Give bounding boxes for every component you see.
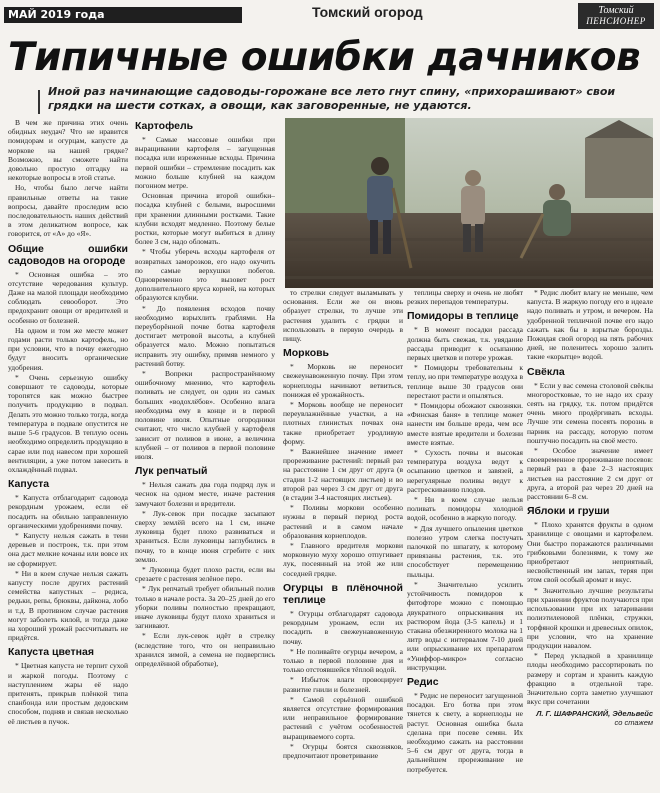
newspaper-logo xyxy=(578,3,654,29)
paragraph: * Значительно лучшие результаты при хранении фруктов получаются при использовании при их затаривании полиэтиленовой плёнки, стружки, торфяной крошки и древесных опилок, при условии, что на хранение продукции навалом. xyxy=(527,585,653,650)
logo-line1: Томский xyxy=(598,5,634,16)
paragraph: * Редис не переносит загущенной посадки. Его ботва при этом тянется к свету, а корнеплоды не растут. Основная ошибка была сделана при посеве семян. Их необходимо сажать на расстоянии 5–6 см друг от друга, тогда в дальнейшем прореживание не потребуется. xyxy=(407,690,523,774)
paragraph: * Важнейшее значение имеет прореживание растений: первый раз на расстояние 1 см друг от друга (в стадии 1-2 настоящих листьев) и во второй раз через 3 см друг от друга (в стадии 3-4 настоящих листьев). xyxy=(283,447,403,503)
col3-continuation xyxy=(283,288,403,343)
paragraph: * Луковица будет плохо расти, если вы срезаете с растения зелёное перо. xyxy=(135,564,275,584)
col1-general xyxy=(8,270,128,474)
paragraph: * Капуста отблагодарит садовода рекордным урожаем, если её посадить на обильно заправленную органическими удобрениями почву. xyxy=(8,493,128,530)
paragraph: * Главного вредителя моркови морковную муху хорошо отпугивает лук, посеянный на этой же или соседней грядке. xyxy=(283,541,403,578)
col3-carrot xyxy=(283,362,403,578)
column-1 xyxy=(8,118,128,790)
paragraph: * Ни в коем случае нельзя поливать помидоры холодной водой, особенно в жаркую погоду. xyxy=(407,495,523,523)
paragraph: * Вопреки распространённому ошибочному мнению, что картофель поливать не следует, он один из самых больших «водохлёбов». Особенно влага необходима ему в конце и в первой половине июля. Опытные огородники считают, что число клубней у картофеля зависит от поливов в июне, а величина клубней – от поливов в первой половине июля. xyxy=(135,369,275,461)
paragraph: * Огурцы отблагодарят садовода рекордным урожаем, если их посадить в свежеунавоженную почву. xyxy=(283,608,403,646)
col2-onion xyxy=(135,480,275,668)
section-rubric: Томский огород xyxy=(312,4,423,20)
col5-continuation xyxy=(527,288,653,362)
section-title-cauliflower: Капуста цветная xyxy=(8,646,94,659)
section-title-cabbage: Капуста xyxy=(8,478,50,491)
author-name: Л. Г. ШАФРАНСКИЙ, Эдельвейс xyxy=(536,709,653,719)
col4-continuation xyxy=(407,288,523,306)
paragraph: * Помидоры требовательны к теплу, но при температуре воздуха в теплице выше 30 градусов они перестают расти и опыляться. xyxy=(407,363,523,400)
paragraph: * Морковь вообще не переносит переувлажнённые участки, а на плотных глинистых почвах она также приобретает уродливую форму. xyxy=(283,400,403,446)
paragraph: * До появления всходов почву необходимо взрыхлить граблями. На переуборённой почве ботва картофеля достигает метровой высоты, а клубней образуется мало. Можно попытаться исправить эту ошибку, примяв немного у растений ботву. xyxy=(135,303,275,368)
paragraph: Но, чтобы было легче найти правильные ответы на такие вопросы, давайте проследим всю последовательность наших действий в этом деликатном вопросе, как говорится, от «А» до «Я». xyxy=(8,183,128,239)
paragraph: * Основная ошибка – это отсутствие чередования культур. Даже на малой площади необходимо соблюдать севооборот. Это предохранит овощи от вредителей и особенно от болезней. xyxy=(8,269,128,325)
paragraph: * Ни в коем случае нельзя сажать капусту после других растений семейства капустных – редиса, редьки, репы, брюквы, дайкона, лобо и т.д. В противном случае растения могут заболеть килой, и тогда даже на хороший урожай рассчитывать не придётся. xyxy=(8,568,128,643)
paragraph: * Помидоры обожают сквозняки. «Финская баня» в теплице может нанести им больше вреда, чем все вместе взятые вредители и болезни вместе взятые. xyxy=(407,401,523,447)
paragraph: В чем же причина этих очень обидных неудач? Что не нравится помидорам и огурцам, капусте да моркове на нашей грядке? Возможно, вы сможете найти довольно простую отгадку на некоторые вопросы в этой статье. xyxy=(8,118,128,183)
section-title-cucumbers: Огурцы в плёночной теплице xyxy=(283,581,403,606)
paragraph: * Самые массовые ошибки при выращивании картофеля – загущенная посадка или изреженные всходы. Причина первой ошибки – стремление посадить как можно больше клубней на каждом погонном метре. xyxy=(135,135,275,191)
author-note: со стажем xyxy=(614,718,653,728)
paragraph: * Морковь не переносит свежеунавоженную почву. При этом корнеплоды начинают ветвиться, понижая её урожайность. xyxy=(283,362,403,399)
section-title-beet: Свёкла xyxy=(527,365,565,378)
paragraph: * Огурцы боятся сквозняков, предпочитают проветривание xyxy=(283,741,403,760)
paragraph: * Капусту нельзя сажать в тени деревьев и построек, т.к. при этом она даст мелкие кочаны или вовсе их не сформирует. xyxy=(8,530,128,568)
col5-beet xyxy=(527,381,653,502)
paragraph: * Редис любит влагу не меньше, чем капуста. В жаркую погоду его в идеале надо поливать и утром, и вечером. На удобренной тепличной почве его надо сажать как бы в взрытые борозды. Пожидая свой огород на пять рабочих дней, не поленитесь хорошо залить такие «корытце» водой. xyxy=(527,288,653,362)
article-byline xyxy=(527,709,653,727)
col2-potato xyxy=(135,135,275,461)
paragraph: * Для лучшего опыления цветков полезно утром слегка постучать палочкой по шпагату, к которому привязаны растения, т.к. это способствует перемещению пыльцы. xyxy=(407,523,523,579)
paragraph: * Особое значение имеет своевременное прореживание посевов: первый раз в фазе 2–3 настоящих листьев на расстояние 2 см друг от друга, а второй раз через 20 дней на расстоянии 6–8 см. xyxy=(527,446,653,502)
paragraph: * Очень серьезную ошибку совершают те садоводы, которые торопятся как можно быстрее получить продукцию в подвал. Делать это можно только тогда, когда температура в подвале опустится не выше 5-6 градусов. В теплую осень необходимо определить продукцию в сарае или под навесом при хорошей вентиляции, а уже потом занесить в охлаждённый подвал. xyxy=(8,372,128,474)
column-3 xyxy=(283,288,403,788)
paragraph: то стрелки следует выламывать у основания. Если же он вновь образует стрелки, то лучше эти растения удалить с грядки и использовать в первую очередь в пищу. xyxy=(283,288,403,344)
col3-cucumbers xyxy=(283,609,403,760)
gardeners-photo-illustration xyxy=(285,118,653,288)
col1-intro xyxy=(8,118,128,239)
lead-marker xyxy=(38,90,40,114)
paragraph: * Цветная капуста не терпит сухой и жаркой погоды. Поэтому с наступлением жары её надо притенять, прикрыв плёнкой типа спанбонда или простым дедовским способом, подняв и связав несколько её листьев в пучок. xyxy=(8,661,128,726)
paragraph: Основная причина второй ошибки– посадка клубней с белыми, выросшими при хранении длинными ростками. Такие клубни всходят медленно. Поэтому белые ростки, которые могут выбиться в длину более 3 см, надо обломать. xyxy=(135,191,275,247)
column-2 xyxy=(135,120,275,788)
section-title-tomatoes: Помидоры в теплице xyxy=(407,310,519,323)
paragraph: * Лук репчатый требует обильный полив только в начале роста. За 20–25 дней до его уборки поливы полностью прекращают, иначе луковицы будут плохо храниться и загнивают. xyxy=(135,584,275,631)
paragraph: * Не поливайте огурцы вечером, а только в первой половине дня и только отстоявшейся тёплой водой. xyxy=(283,646,403,675)
paragraph: * Значительно усилить устойчивость помидоров к фитофторе можно с помощью двукратного опрыскивания их раствором йода (3-5 капель) и 1 стакана обезжиренного молока на 1 литр воды с интервалом 7-10 дней или опрыскивание их препаратом «Униффор-микро» согласно инструкции. xyxy=(407,579,523,672)
paragraph: * Если лук-севок идёт в стрелку (вследствие того, что он неправильно хранился зимой, а семена не подверглись определённой обработке), xyxy=(135,631,275,668)
section-title-onion: Лук репчатый xyxy=(135,465,208,478)
section-title-radish: Редис xyxy=(407,675,439,688)
column-4 xyxy=(407,288,523,788)
section-title-carrot: Морковь xyxy=(283,347,330,360)
paragraph: * Избыток влаги провоцирует развитие гнили и болезней. xyxy=(283,675,403,694)
paragraph: На одном и том же месте может годами расти только картофель, но при условии, что в почву ежегодно будут вносить органические удобрения. xyxy=(8,325,128,372)
col4-radish xyxy=(407,691,523,774)
paragraph: * Нельзя сажать два года подряд лук и чеснок на одном месте, иначе растения замучают болезни и вредители. xyxy=(135,480,275,508)
paragraph: * В момент посадки рассада должна быть свежая, т.к. увядание рассады приводит к осыпанию первых цветков и потере урожая. xyxy=(407,325,523,363)
paragraph: * Сухость почвы и высокая температура воздуха ведут к осыпанию цветков и завязей, а нерегулярные поливы ведут к растрескиванию плодов. xyxy=(407,448,523,494)
paragraph: * Чтобы уберечь всходы картофеля от возвратных заморозков, его надо окучить по самые верхушки побегов. Одновременно это вызовет рост дополнительного яруса корней, на которых образуются клубни. xyxy=(135,247,275,303)
paragraph: * Перед укладкой в хранилище плоды необходимо рассортировать по размеру и сортам и хранить каждую фракцию в отдельной таре. Значительно сорта заметно улучшают вкус при сочетании xyxy=(527,651,653,707)
col1-cabbage xyxy=(8,493,128,642)
section-title-apples: Яблоки и груши xyxy=(527,505,610,518)
column-5 xyxy=(527,288,653,788)
paragraph: * Лук-севок при посадке засыпают сверху землёй всего на 1 см, иначе луковица будет плохо развиваться и храниться. Если луковицы заглубились в почву, то в конце июня сгребите с них землю. xyxy=(135,508,275,564)
col5-apples xyxy=(527,520,653,706)
section-title-general: Общие ошибки садоводов на огороде xyxy=(8,242,128,267)
issue-date: МАЙ 2019 года xyxy=(4,7,242,23)
paragraph: * Поливы моркови особенно нужны в первый период роста растений и в самом начале образования корнеплодов. xyxy=(283,503,403,540)
article-headline: Типичные ошибки дачников xyxy=(8,35,641,80)
paragraph: * Если у вас семена столовой свёклы многоростковые, то не надо их сразу сеять на грядку, т.к. потом придётся очень много продёргивать всходы. Лучше эти семена посеять порознь в парник на рассаду, которую потом поштучно посадить на своё место. xyxy=(527,380,653,445)
paragraph: * Самой серьёзной ошибкой является отсутствие формирования или неправильное формирование растений с учётом особенностей выращиваемого сорта. xyxy=(283,694,403,741)
col4-tomatoes xyxy=(407,325,523,672)
paragraph: теплицы сверху и очень не любят резких перепадов температуры. xyxy=(407,288,523,307)
article-photo xyxy=(285,118,653,288)
article-lead: Иной раз начинающие садоводы-горожане все лето гнут спину, «прихорашивают» свои грядки на шести сотках, а овощи, как заговоренные, не удаются. xyxy=(48,85,616,112)
section-title-potato: Картофель xyxy=(135,120,194,132)
logo-line2: ПЕНСИОНЕР xyxy=(586,16,646,26)
page-header xyxy=(0,0,660,30)
col1-cauliflower xyxy=(8,661,128,725)
paragraph: * Плохо хранятся фрукты в одном хранилище с овощами и картофелем. Они быстро поражаются различными грибковыми болезнями, к тому же приобретают неприятный, несвойственный им запах, теряя при этом свой особый аромат и вкус. xyxy=(527,520,653,585)
